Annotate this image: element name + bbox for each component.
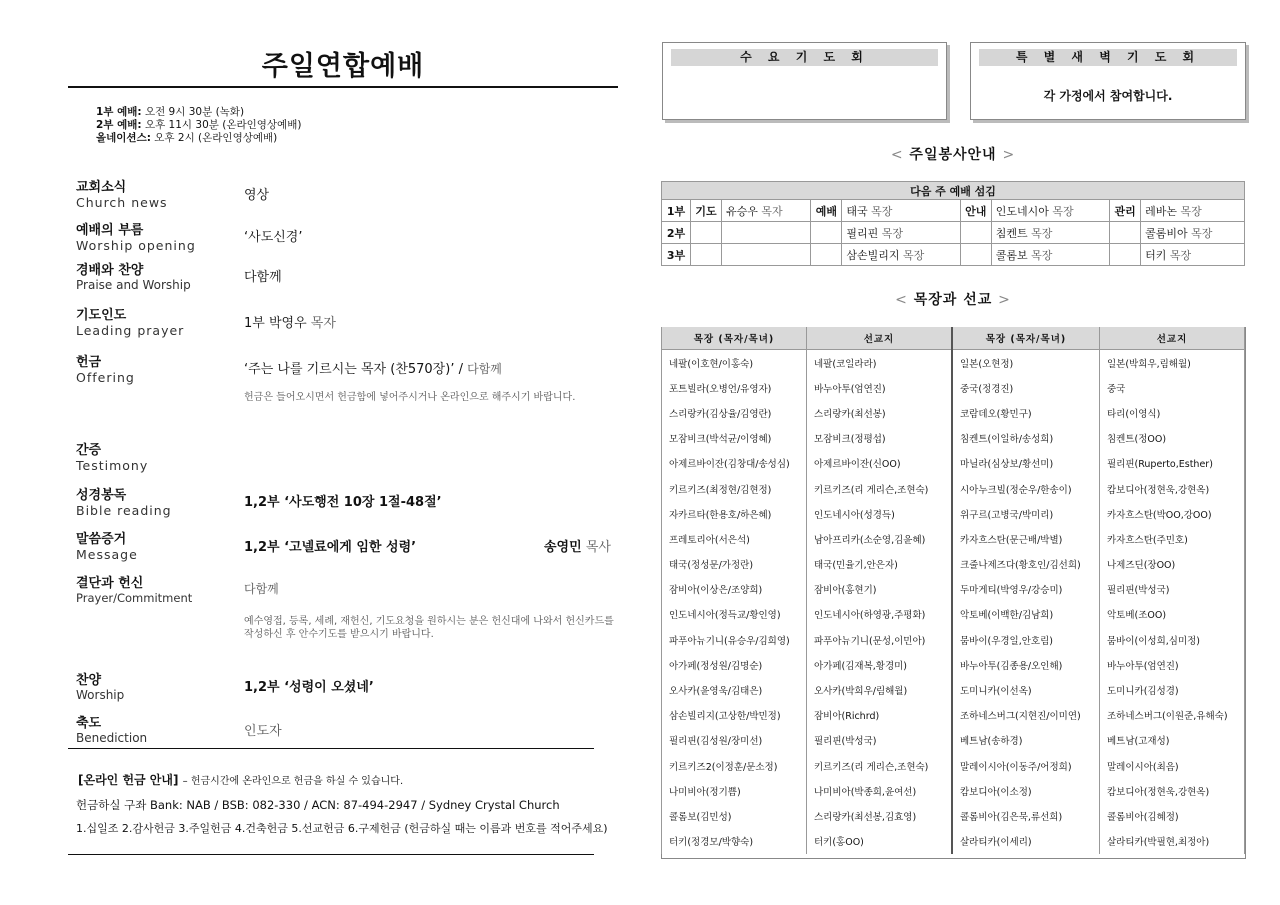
section-title-ko: 말씀증거: [76, 532, 127, 547]
section-title-en: Benediction: [76, 731, 148, 745]
cell-role: 목장: [1169, 248, 1192, 262]
mokjang-cell: 일본(오현정): [952, 350, 1100, 376]
bulletin-title: 주일연합예배: [261, 51, 425, 82]
mission-field-cell: 살라티카(박필현,최정아): [1099, 829, 1244, 854]
section-title-en: Church news: [76, 195, 168, 210]
service-time-label: 1부 예배:: [96, 106, 142, 118]
table-row: [662, 222, 1245, 244]
mission-field-cell: 인도네시아(하영광,주평화): [806, 602, 951, 627]
mokjang-cell: 키르키즈(최정현/김현정): [662, 476, 807, 501]
table-row: [662, 829, 1245, 854]
table-row: [662, 677, 1245, 702]
part-cell: 3부: [662, 244, 691, 266]
service-time-3: [96, 132, 301, 145]
speaker-name: 송영민: [544, 540, 582, 555]
offering-leader: 다함께: [467, 362, 502, 376]
mokjang-cell: 살라티카(이세리): [952, 829, 1100, 854]
service-time-label: 2부 예배:: [96, 119, 142, 131]
table-row: [662, 476, 1245, 501]
news-value: 영상: [244, 188, 270, 203]
mission-field-cell: 필리핀(Ruperto,Esther): [1099, 451, 1244, 476]
mokjang-cell: 바누아투(김종용/오인해): [952, 652, 1100, 677]
table-row: [662, 400, 1245, 425]
empty-cell: [811, 222, 842, 244]
section-title-ko: 헌금: [76, 355, 102, 370]
mission-field-cell: 터키(홍OO): [806, 829, 951, 854]
prayer-cell: [722, 200, 811, 222]
mission-table-header: [662, 327, 1245, 350]
worship-cell: [842, 222, 960, 244]
usher-cell: [991, 222, 1109, 244]
online-offering-title: [온라인 헌금 안내]: [78, 773, 179, 787]
section-title-ko: 교회소식: [76, 180, 127, 195]
mokjang-cell: 아제르바이잔(김창대/송성심): [662, 451, 807, 476]
service-time-label: 올네이션스:: [96, 132, 151, 144]
mission-field-cell: 아제르바이잔(신OO): [806, 451, 951, 476]
cell-name: 콜롬비아: [1145, 226, 1188, 240]
mission-field-cell: 타리(이영식): [1099, 400, 1244, 425]
cell-role: 목장: [881, 226, 904, 240]
mission-field-cell: 필리핀(박성국): [806, 728, 951, 753]
table-row: [662, 627, 1245, 652]
mokjang-cell: 나미비아(정기쁨): [662, 778, 807, 803]
mission-field-cell: 바누아투(엄연진): [806, 375, 951, 400]
manage-cell: [1141, 200, 1245, 222]
prayer-value: [244, 312, 336, 331]
cell-name: 터키: [1145, 248, 1167, 262]
mission-heading: [661, 289, 1245, 309]
mission-field-cell: 스리랑카(최선봉,김효영): [806, 803, 951, 828]
service-time-1: [96, 106, 301, 119]
section-commitment: [76, 572, 192, 605]
mission-field-cell: 파푸아뉴기니(문성,이민아): [806, 627, 951, 652]
mission-field-cell: 나미비아(박종희,윤여선): [806, 778, 951, 803]
mission-field-cell: 말레이시아(최음): [1099, 753, 1244, 778]
cell-role: 목장: [903, 248, 925, 262]
table-row: [662, 426, 1245, 451]
cell-name: 삼손빌리지: [846, 248, 900, 262]
mission-field-cell: 모잠비크(정평섭): [806, 426, 951, 451]
praise-value: 다함께: [244, 270, 282, 285]
section-title-ko: 예배의 부름: [76, 223, 144, 238]
part-cell: 1부: [662, 200, 691, 222]
usher-cell: [991, 200, 1109, 222]
commitment-value: 다함께: [244, 582, 279, 596]
cell-role: 목장: [871, 204, 893, 218]
section-title-en: Message: [76, 547, 138, 562]
section-title-en: Worship opening: [76, 238, 196, 253]
mission-field-cell: 악토베(조OO): [1099, 602, 1244, 627]
opening-value: ‘사도신경’: [244, 230, 303, 245]
cell-name: 콜롬보: [995, 248, 1028, 262]
commitment-note: 예수영접, 등록, 세례, 재헌신, 기도요청을 원하시는 분은 헌신대에 나와서 헌신카드를 작성하신 후 안수기도를 받으시기 바랍니다.: [244, 616, 614, 640]
service-time-value: 오전 9시 30분 (녹화): [144, 106, 245, 118]
mokjang-cell: 콜롬비아(김은묵,류선희): [952, 803, 1100, 828]
section-title-en: Worship: [76, 688, 125, 702]
bible-value: 1,2부 ‘사도행전 10장 1절-48절’: [244, 495, 442, 510]
mission-field-cell: 콜롬비아(김혜정): [1099, 803, 1244, 828]
cell-role: 목자: [761, 204, 783, 218]
cell-role: 목장: [1031, 226, 1053, 240]
message-title: 1,2부 ‘고넬료에게 임한 성령’: [244, 540, 417, 555]
mokjang-cell: 크줄나제즈다(황호인/김선희): [952, 552, 1100, 577]
cell-name: 태국: [846, 204, 868, 218]
mokjang-cell: 침켄트(이일하/송성희): [952, 426, 1100, 451]
table-row: [662, 803, 1245, 828]
table-row: [662, 375, 1245, 400]
table-row: [662, 577, 1245, 602]
online-divider-bottom: [68, 854, 594, 855]
table-row: [662, 244, 1245, 266]
mokjang-cell: 인도네시아(정득교/황인영): [662, 602, 807, 627]
prayer-leader-role: 목자: [310, 316, 336, 331]
section-title-ko: 찬양: [76, 673, 102, 688]
prayer-leader: 1부 박영우: [244, 316, 307, 331]
mission-field-cell: 잠비아(Richrd): [806, 703, 951, 728]
service-times: [96, 106, 301, 145]
mission-field-cell: 조하네스버그(이원준,유해숙): [1099, 703, 1244, 728]
table-row: [662, 703, 1245, 728]
mokjang-cell: 자카르타(한용호/하은혜): [662, 501, 807, 526]
mission-heading-text: 목장과 선교: [913, 292, 993, 308]
header-cell: 목장 (목자/목녀): [952, 327, 1100, 350]
mission-field-cell: 침켄트(정OO): [1099, 426, 1244, 451]
role-label: 관리: [1110, 200, 1141, 222]
header-cell: 목장 (목자/목녀): [662, 327, 807, 350]
section-title-en: Praise and Worship: [76, 278, 191, 292]
service-time-value: 오후 11시 30분 (온라인영상예배): [144, 119, 302, 131]
mokjang-cell: 삼손빌리지(고상한/박민정): [662, 703, 807, 728]
mission-field-cell: 카자흐스탄(주민호): [1099, 526, 1244, 551]
cell-role: 목장: [1052, 204, 1074, 218]
mission-field-cell: 필리핀(박성국): [1099, 577, 1244, 602]
mission-field-cell: 남아프리카(소순영,김윤혜): [806, 526, 951, 551]
mokjang-cell: 위구르(고병국/박미리): [952, 501, 1100, 526]
mission-field-cell: 일본(박희우,림해월): [1099, 350, 1244, 376]
section-title-en: Leading prayer: [76, 323, 185, 338]
section-title-ko: 경배와 찬양: [76, 263, 144, 278]
section-message: [76, 528, 138, 562]
cell-role: 목장: [1180, 204, 1202, 218]
section-hymn: [76, 669, 124, 702]
mission-field-cell: 중국: [1099, 375, 1244, 400]
mokjang-cell: 태국(정성문/가정란): [662, 552, 807, 577]
online-offering-heading: [78, 771, 403, 788]
empty-cell: [1110, 222, 1141, 244]
mission-table-body: [662, 350, 1245, 854]
cell-name: 필리핀: [846, 226, 879, 240]
service-table-header: [662, 182, 1245, 200]
section-praise: [76, 259, 191, 292]
mokjang-cell: 아가페(정성원/김명순): [662, 652, 807, 677]
mokjang-cell: 캄보디아(이소정): [952, 778, 1100, 803]
offering-value: [244, 358, 502, 377]
empty-cell: [960, 244, 991, 266]
role-label: 안내: [960, 200, 991, 222]
section-testimony: [76, 439, 148, 473]
mokjang-cell: 포트빌라(오병언/유영자): [662, 375, 807, 400]
mission-field-cell: 베트남(고재성): [1099, 728, 1244, 753]
header-cell: 선교지: [1099, 327, 1244, 350]
section-title-ko: 성경봉독: [76, 488, 127, 503]
bracket-close: >: [1002, 147, 1016, 163]
mokjang-cell: 뭄바이(우경일,안호림): [952, 627, 1100, 652]
bracket-close: >: [998, 292, 1011, 308]
mokjang-cell: 중국(정경진): [952, 375, 1100, 400]
mission-field-cell: 뭄바이(이성희,심미정): [1099, 627, 1244, 652]
cell-role: 목장: [1191, 226, 1213, 240]
offering-types: 1.십일조 2.감사헌금 3.주일헌금 4.건축헌금 5.선교헌금 6.구제헌금 (헌금하실 때는 이름과 번호를 적어주세요): [76, 822, 608, 835]
mokjang-cell: 마닐라(심상보/황선미): [952, 451, 1100, 476]
service-heading-text: 주일봉사안내: [909, 147, 997, 163]
cell-role: 목장: [1031, 248, 1053, 262]
benediction-value: 인도자: [244, 724, 282, 739]
cell-name: 레바논: [1145, 204, 1177, 218]
service-time-value: 오후 2시 (온라인영상예배): [154, 132, 278, 144]
mokjang-cell: 필리핀(김성원/장미선): [662, 728, 807, 753]
cell-name: 인도네시아: [995, 204, 1049, 218]
title-divider: [68, 86, 618, 88]
mission-field-cell: 키르키즈(리 게리슨,조현숙): [806, 753, 951, 778]
section-title-en: Offering: [76, 370, 135, 385]
bank-account: 헌금하실 구좌 Bank: NAB / BSB: 082-330 / ACN: 87-494-2947 / Sydney Crystal Church: [76, 798, 560, 812]
mission-field-cell: 잠비아(홍현기): [806, 577, 951, 602]
mission-field-cell: 키르키즈(리 게리슨,조현숙): [806, 476, 951, 501]
mission-field-cell: 인도네시아(성경득): [806, 501, 951, 526]
table-row: [662, 728, 1245, 753]
online-divider-top: [68, 748, 594, 749]
mission-table: [661, 327, 1245, 854]
mokjang-cell: 네팔(이호현/이홍숙): [662, 350, 807, 376]
mission-field-cell: 카자흐스탄(박OO,강OO): [1099, 501, 1244, 526]
mission-field-cell: 도미니카(김성경): [1099, 677, 1244, 702]
section-offering: [76, 351, 135, 385]
mokjang-cell: 코람데오(황민구): [952, 400, 1100, 425]
mission-field-cell: 스리랑카(최선봉): [806, 400, 951, 425]
service-table: [661, 181, 1245, 266]
manage-cell: [1141, 222, 1245, 244]
mokjang-cell: 악토베(이백한/김남희): [952, 602, 1100, 627]
empty-cell: [1110, 244, 1141, 266]
table-row: [662, 200, 1245, 222]
section-title-ko: 축도: [76, 716, 102, 731]
section-bible: [76, 484, 172, 518]
online-offering-note: – 헌금시간에 온라인으로 헌금을 하실 수 있습니다.: [182, 776, 404, 787]
mission-field-cell: 아가페(김재복,황경미): [806, 652, 951, 677]
mokjang-cell: 잠비아(이상은/조양희): [662, 577, 807, 602]
mokjang-cell: 도미니카(이선옥): [952, 677, 1100, 702]
mokjang-cell: 오사카(윤영욱/김태은): [662, 677, 807, 702]
mission-field-cell: 오사카(박희우/림해월): [806, 677, 951, 702]
mokjang-cell: 베트남(송하경): [952, 728, 1100, 753]
empty-cell: [691, 222, 722, 244]
dawn-prayer-title: 특 별 새 벽 기 도 회: [979, 49, 1237, 66]
cell-name: 유승우: [726, 204, 758, 218]
service-table-title: 다음 주 예배 섬김: [662, 182, 1245, 200]
mission-field-cell: 네팔(코일라라): [806, 350, 951, 376]
empty-cell: [811, 244, 842, 266]
manage-cell: [1141, 244, 1245, 266]
role-label: 기도: [691, 200, 722, 222]
section-title-ko: 기도인도: [76, 308, 127, 323]
service-time-2: [96, 119, 301, 132]
wednesday-prayer-title: 수 요 기 도 회: [671, 49, 938, 66]
message-speaker: [544, 536, 611, 555]
table-row: [662, 501, 1245, 526]
header-cell: 선교지: [806, 327, 951, 350]
worship-cell: [842, 200, 960, 222]
mokjang-cell: 두마게티(박영우/강승미): [952, 577, 1100, 602]
dawn-prayer-body: 각 가정에서 참여합니다.: [1043, 89, 1173, 103]
prayer-cell: [722, 222, 811, 244]
empty-cell: [960, 222, 991, 244]
usher-cell: [991, 244, 1109, 266]
mokjang-cell: 프레토리아(서은석): [662, 526, 807, 551]
table-row: [662, 526, 1245, 551]
table-row: [662, 451, 1245, 476]
offering-hymn: ‘주는 나를 기르시는 목자 (찬570장)’ /: [244, 362, 463, 377]
table-row: [662, 552, 1245, 577]
mission-field-cell: 바누아투(엄연진): [1099, 652, 1244, 677]
mission-field-cell: 나제즈딘(장OO): [1099, 552, 1244, 577]
section-title-en: Prayer/Commitment: [76, 591, 193, 605]
cell-name: 침켄트: [995, 226, 1028, 240]
bracket-open: <: [895, 292, 908, 308]
mokjang-cell: 터키(정경모/박향숙): [662, 829, 807, 854]
prayer-cell: [722, 244, 811, 266]
speaker-role: 목사: [585, 540, 611, 555]
mokjang-cell: 모잠비크(박석균/이영혜): [662, 426, 807, 451]
section-title-ko: 결단과 헌신: [76, 576, 144, 591]
mokjang-cell: 스리랑카(김상율/김영란): [662, 400, 807, 425]
mission-field-cell: 태국(민율기,안은자): [806, 552, 951, 577]
mokjang-cell: 말레이시아(이동주/어정희): [952, 753, 1100, 778]
empty-cell: [691, 244, 722, 266]
offering-note: 헌금은 들어오시면서 헌금함에 넣어주시거나 온라인으로 해주시기 바랍니다.: [244, 392, 576, 403]
mokjang-cell: 키르키즈2(이정훈/문소정): [662, 753, 807, 778]
table-row: [662, 778, 1245, 803]
mokjang-cell: 파푸아뉴기니(유승우/김희영): [662, 627, 807, 652]
dawn-prayer-box: [970, 42, 1246, 120]
table-row: [662, 652, 1245, 677]
mokjang-cell: 콜롬보(김민성): [662, 803, 807, 828]
worship-cell: [842, 244, 960, 266]
mokjang-cell: 조하네스버그(지현진/이미연): [952, 703, 1100, 728]
section-benediction: [76, 712, 147, 745]
bracket-open: <: [890, 147, 904, 163]
wednesday-prayer-box: [662, 42, 947, 120]
part-cell: 2부: [662, 222, 691, 244]
hymn-value: 1,2부 ‘성령이 오셨네’: [244, 680, 374, 695]
section-news: [76, 176, 168, 210]
mokjang-cell: 시아누크빌(정순우/한송이): [952, 476, 1100, 501]
table-row: [662, 350, 1245, 376]
section-opening: [76, 219, 196, 253]
mokjang-cell: 카자흐스탄(문근배/박별): [952, 526, 1100, 551]
table-row: [662, 602, 1245, 627]
section-prayer: [76, 304, 184, 338]
role-label: 예배: [811, 200, 842, 222]
table-row: [662, 753, 1245, 778]
section-title-en: Testimony: [76, 458, 149, 473]
mission-field-cell: 캄보디아(정현욱,강현옥): [1099, 778, 1244, 803]
section-title-ko: 간증: [76, 443, 102, 458]
section-title-en: Bible reading: [76, 503, 172, 518]
mission-field-cell: 캄보디아(정현욱,강현옥): [1099, 476, 1244, 501]
service-heading: [661, 144, 1245, 164]
